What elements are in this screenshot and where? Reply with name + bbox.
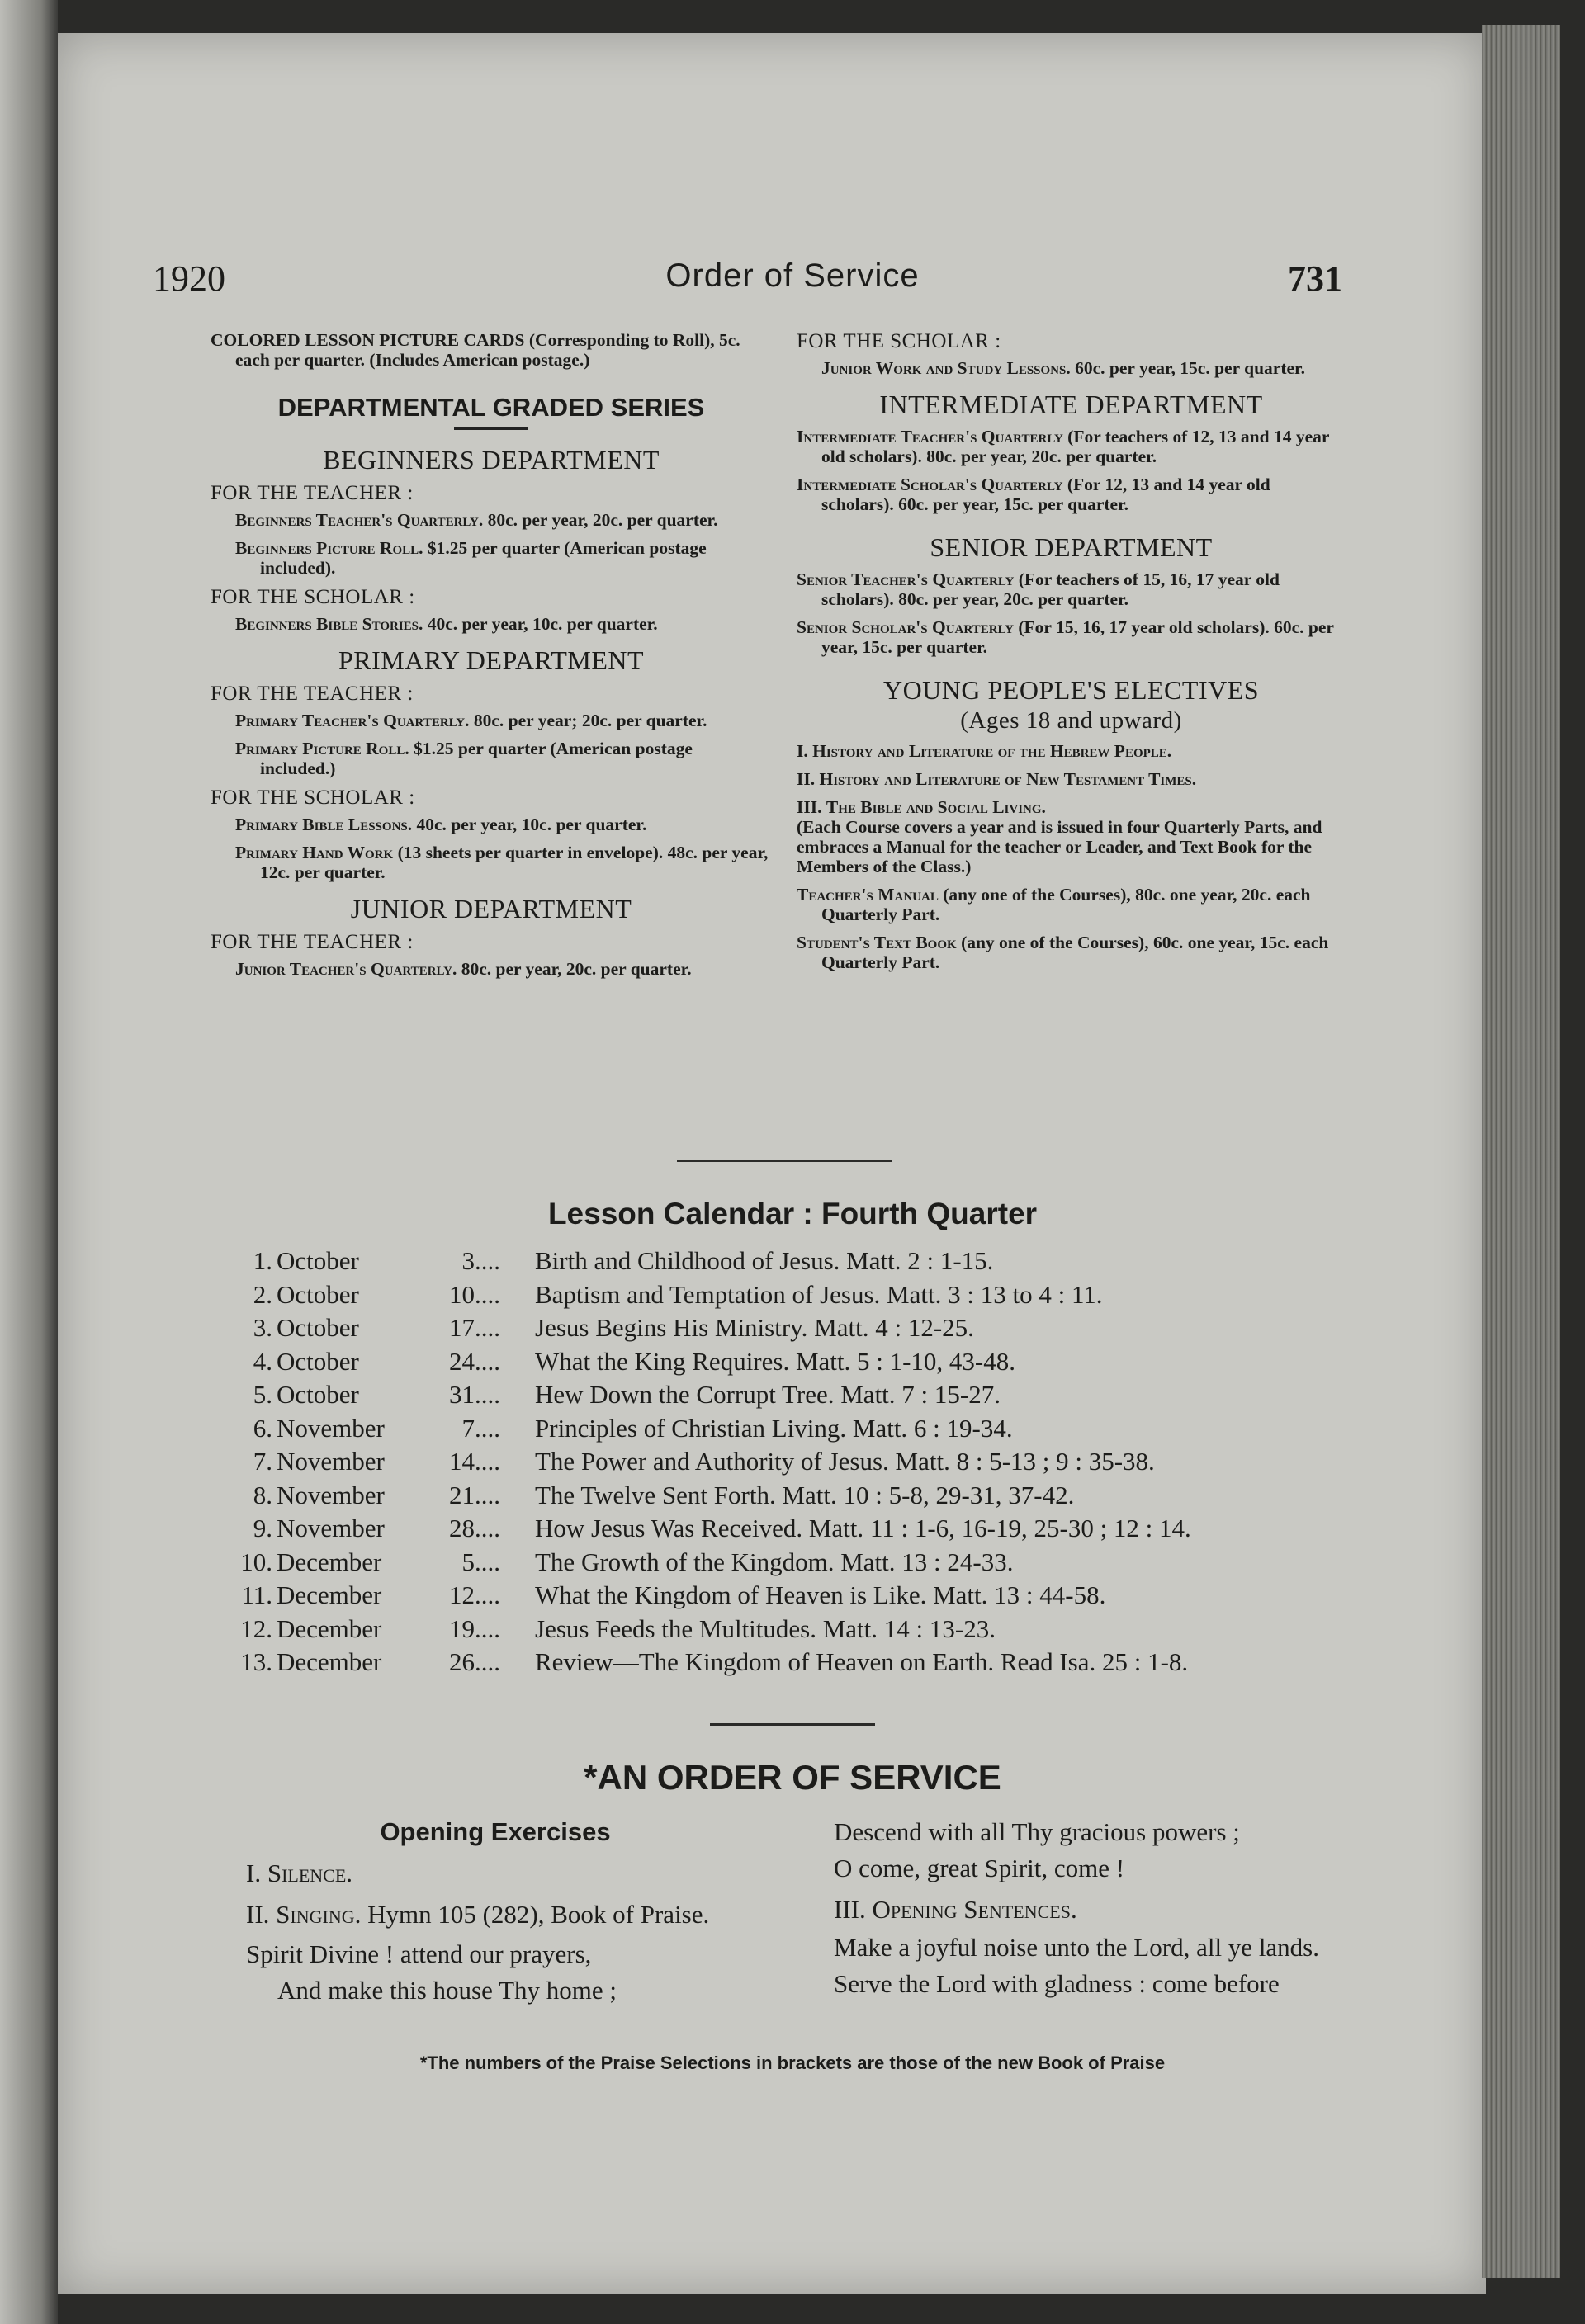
list-item: Primary Teacher's Quarterly. 80c. per year; 20c. per quarter.: [235, 711, 707, 730]
lesson-month: December: [277, 1547, 382, 1576]
calendar-row: [223, 1414, 1379, 1448]
calendar-title: Lesson Calendar : Fourth Quarter: [547, 1197, 1038, 1230]
hymn-line: Descend with all Thy gracious powers ;: [834, 1817, 1240, 1846]
lesson-month: November: [277, 1514, 385, 1542]
calendar-row: [223, 1514, 1379, 1547]
young-people-subtitle: (Ages 18 and upward): [960, 707, 1182, 734]
lesson-number: 8.: [253, 1480, 272, 1509]
page-number: 731: [1288, 258, 1342, 299]
beginners-for-scholar: FOR THE SCHOLAR :: [211, 586, 415, 608]
lesson-number: 12.: [240, 1613, 272, 1643]
dot-leader: ....: [475, 1246, 500, 1275]
service-line: II. Singing. Hymn 105 (282), Book of Praise.: [246, 1900, 710, 1929]
order-left-column: [223, 1816, 768, 2007]
dot-leader: ....: [475, 1447, 500, 1476]
course-note: (Each Course covers a year and is issued in four Quarterly Parts, and embraces a Manual for the teacher or Leader, and Text Book for the Members of the Class.): [797, 817, 1322, 876]
list-item: Primary Hand Work (13 sheets per quarter in envelope). 48c. per year, 12c. per quarter.: [235, 843, 769, 882]
picture-cards-note: COLORED LESSON PICTURE CARDS (Corresponding to Roll), 5c. each per quarter. (Includes American postage.): [211, 330, 740, 370]
lesson-calendar: [223, 1246, 1379, 1681]
lesson-description: How Jesus Was Received. Matt. 11 : 1-6, 16-19, 25-30 ; 12 : 14.: [535, 1514, 1191, 1542]
hymn-line: Spirit Divine ! attend our prayers,: [246, 1939, 592, 1968]
lesson-month: November: [277, 1447, 385, 1476]
lesson-day: 7: [461, 1413, 475, 1443]
dot-leader: ....: [475, 1413, 500, 1443]
lesson-description: Birth and Childhood of Jesus. Matt. 2 : 1-15.: [535, 1246, 994, 1275]
senior-title: SENIOR DEPARTMENT: [930, 532, 1213, 562]
lesson-month: October: [277, 1246, 359, 1275]
list-item: Senior Teacher's Quarterly (For teachers of 15, 16, 17 year old scholars). 80c. per year, 20c. per quarter.: [797, 569, 1280, 609]
sentence-line: Serve the Lord with gladness : come before: [834, 1969, 1280, 1998]
junior-title: JUNIOR DEPARTMENT: [350, 894, 632, 923]
left-column: [211, 330, 772, 987]
sentence-line: Make a joyful noise unto the Lord, all ye lands.: [834, 1933, 1320, 1962]
order-of-service-title: *AN ORDER OF SERVICE: [584, 1758, 1001, 1797]
lesson-day: 10: [449, 1279, 475, 1309]
dot-leader: ....: [475, 1313, 500, 1342]
lesson-month: October: [277, 1279, 359, 1309]
lesson-description: The Power and Authority of Jesus. Matt. 8 : 5-13 ; 9 : 35-38.: [535, 1447, 1155, 1476]
list-item: Junior Work and Study Lessons. 60c. per year, 15c. per quarter.: [821, 358, 1305, 378]
order-right-column: [797, 1816, 1350, 2000]
left-page-gutter: [0, 0, 58, 2324]
right-column: [797, 330, 1346, 980]
calendar-row: [223, 1547, 1379, 1581]
lesson-number: 7.: [253, 1447, 272, 1476]
calendar-row: [223, 1614, 1379, 1648]
lesson-number: 10.: [240, 1547, 272, 1576]
primary-for-scholar: FOR THE SCHOLAR :: [211, 786, 415, 809]
list-item: Senior Scholar's Quarterly (For 15, 16, 17 year old scholars). 60c. per year, 15c. per quarter.: [797, 617, 1334, 657]
calendar-row: [223, 1380, 1379, 1414]
calendar-row: [223, 1246, 1379, 1280]
lesson-description: The Growth of the Kingdom. Matt. 13 : 24-33.: [535, 1547, 1014, 1576]
list-item: Junior Teacher's Quarterly. 80c. per year, 20c. per quarter.: [235, 959, 692, 979]
junior-for-teacher: FOR THE TEACHER :: [211, 931, 414, 953]
service-line: III. Opening Sentences.: [834, 1895, 1077, 1924]
course-item: III. The Bible and Social Living.: [797, 797, 1046, 817]
intermediate-title: INTERMEDIATE DEPARTMENT: [879, 390, 1263, 419]
page-edges: [1482, 25, 1560, 2278]
lesson-number: 6.: [253, 1413, 272, 1443]
list-item: Intermediate Scholar's Quarterly (For 12, 13 and 14 year old scholars). 60c. per year, 15c. per quarter.: [797, 475, 1270, 514]
lesson-number: 3.: [253, 1313, 272, 1342]
lesson-day: 28: [449, 1514, 475, 1542]
list-item: Primary Picture Roll. $1.25 per quarter (American postage included.): [235, 739, 693, 778]
lesson-month: November: [277, 1480, 385, 1509]
lesson-description: What the King Requires. Matt. 5 : 1-10, 43-48.: [535, 1346, 1016, 1376]
lesson-day: 24: [449, 1346, 475, 1376]
header-title: Order of Service: [665, 257, 920, 294]
dot-leader: ....: [475, 1346, 500, 1376]
list-item: Beginners Teacher's Quarterly. 80c. per year, 20c. per quarter.: [235, 510, 718, 530]
calendar-row: [223, 1481, 1379, 1514]
calendar-row: [223, 1313, 1379, 1347]
lesson-number: 13.: [240, 1647, 272, 1676]
lesson-description: Jesus Feeds the Multitudes. Matt. 14 : 13-23.: [535, 1613, 996, 1643]
lesson-description: What the Kingdom of Heaven is Like. Matt. 13 : 44-58.: [535, 1580, 1106, 1609]
lesson-number: 9.: [253, 1514, 272, 1542]
calendar-row: [223, 1647, 1379, 1681]
lesson-day: 3: [461, 1246, 475, 1275]
dot-leader: ....: [475, 1514, 500, 1542]
primary-title: PRIMARY DEPARTMENT: [338, 645, 645, 675]
lesson-month: December: [277, 1580, 382, 1609]
lesson-month: October: [277, 1346, 359, 1376]
dot-leader: ....: [475, 1547, 500, 1576]
dot-leader: ....: [475, 1279, 500, 1309]
dot-leader: ....: [475, 1580, 500, 1609]
calendar-row: [223, 1447, 1379, 1481]
course-item: II. History and Literature of New Testament Times.: [797, 769, 1197, 789]
section-divider: [677, 1160, 892, 1162]
lesson-day: 17: [449, 1313, 475, 1342]
lesson-day: 5: [461, 1547, 475, 1576]
calendar-row: [223, 1280, 1379, 1314]
dot-leader: ....: [475, 1647, 500, 1676]
lesson-day: 31: [449, 1380, 475, 1409]
lesson-number: 2.: [253, 1279, 272, 1309]
service-line: I. Silence.: [246, 1859, 353, 1887]
calendar-row: [223, 1347, 1379, 1381]
lesson-month: December: [277, 1613, 382, 1643]
lesson-description: Jesus Begins His Ministry. Matt. 4 : 12-25.: [535, 1313, 974, 1342]
short-rule: [454, 427, 528, 430]
list-item: Student's Text Book (any one of the Courses), 60c. one year, 15c. each Quarterly Part.: [797, 933, 1329, 972]
lesson-month: December: [277, 1647, 382, 1676]
young-people-title: YOUNG PEOPLE'S ELECTIVES: [882, 675, 1260, 705]
opening-exercises-heading: Opening Exercises: [380, 1817, 611, 1846]
lesson-number: 1.: [253, 1246, 272, 1275]
dot-leader: ....: [475, 1480, 500, 1509]
lesson-day: 21: [449, 1480, 475, 1509]
lesson-description: Hew Down the Corrupt Tree. Matt. 7 : 15-27.: [535, 1380, 1001, 1409]
lesson-month: November: [277, 1413, 385, 1443]
footnote: *The numbers of the Praise Selections in brackets are those of the new Book of Praise: [419, 2052, 1166, 2073]
lesson-number: 4.: [253, 1346, 272, 1376]
course-item: I. History and Literature of the Hebrew People.: [797, 741, 1172, 761]
lesson-number: 5.: [253, 1380, 272, 1409]
section-divider: [710, 1723, 875, 1726]
lesson-description: Principles of Christian Living. Matt. 6 : 19-34.: [535, 1413, 1013, 1443]
lesson-month: October: [277, 1380, 359, 1409]
lesson-description: Review—The Kingdom of Heaven on Earth. Read Isa. 25 : 1-8.: [535, 1647, 1189, 1676]
list-item: Teacher's Manual (any one of the Courses), 80c. one year, 20c. each Quarterly Part.: [797, 885, 1311, 924]
beginners-title: BEGINNERS DEPARTMENT: [323, 445, 660, 475]
junior-for-scholar: FOR THE SCHOLAR :: [797, 330, 1001, 352]
lesson-number: 11.: [241, 1580, 272, 1609]
list-item: Beginners Picture Roll. $1.25 per quarter (American postage included).: [235, 538, 707, 578]
lesson-day: 14: [449, 1447, 475, 1476]
header-year: 1920: [153, 258, 225, 299]
hymn-line: O come, great Spirit, come !: [834, 1854, 1125, 1882]
lesson-description: Baptism and Temptation of Jesus. Matt. 3 : 13 to 4 : 11.: [535, 1279, 1103, 1309]
list-item: Primary Bible Lessons. 40c. per year, 10c. per quarter.: [235, 815, 647, 834]
lesson-month: October: [277, 1313, 359, 1342]
lesson-day: 26: [449, 1647, 475, 1676]
calendar-row: [223, 1580, 1379, 1614]
series-title: DEPARTMENTAL GRADED SERIES: [277, 393, 705, 422]
dot-leader: ....: [475, 1613, 500, 1643]
lesson-description: The Twelve Sent Forth. Matt. 10 : 5-8, 29-31, 37-42.: [535, 1480, 1075, 1509]
list-item: Intermediate Teacher's Quarterly (For teachers of 12, 13 and 14 year old scholars). 80c. per year, 20c. per quarter.: [797, 427, 1330, 466]
list-item: Beginners Bible Stories. 40c. per year, 10c. per quarter.: [235, 614, 658, 634]
beginners-for-teacher: FOR THE TEACHER :: [211, 482, 414, 504]
lesson-day: 12: [449, 1580, 475, 1609]
dot-leader: ....: [475, 1380, 500, 1409]
hymn-line: And make this house Thy home ;: [277, 1976, 617, 2005]
lesson-day: 19: [449, 1613, 475, 1643]
primary-for-teacher: FOR THE TEACHER :: [211, 683, 414, 705]
